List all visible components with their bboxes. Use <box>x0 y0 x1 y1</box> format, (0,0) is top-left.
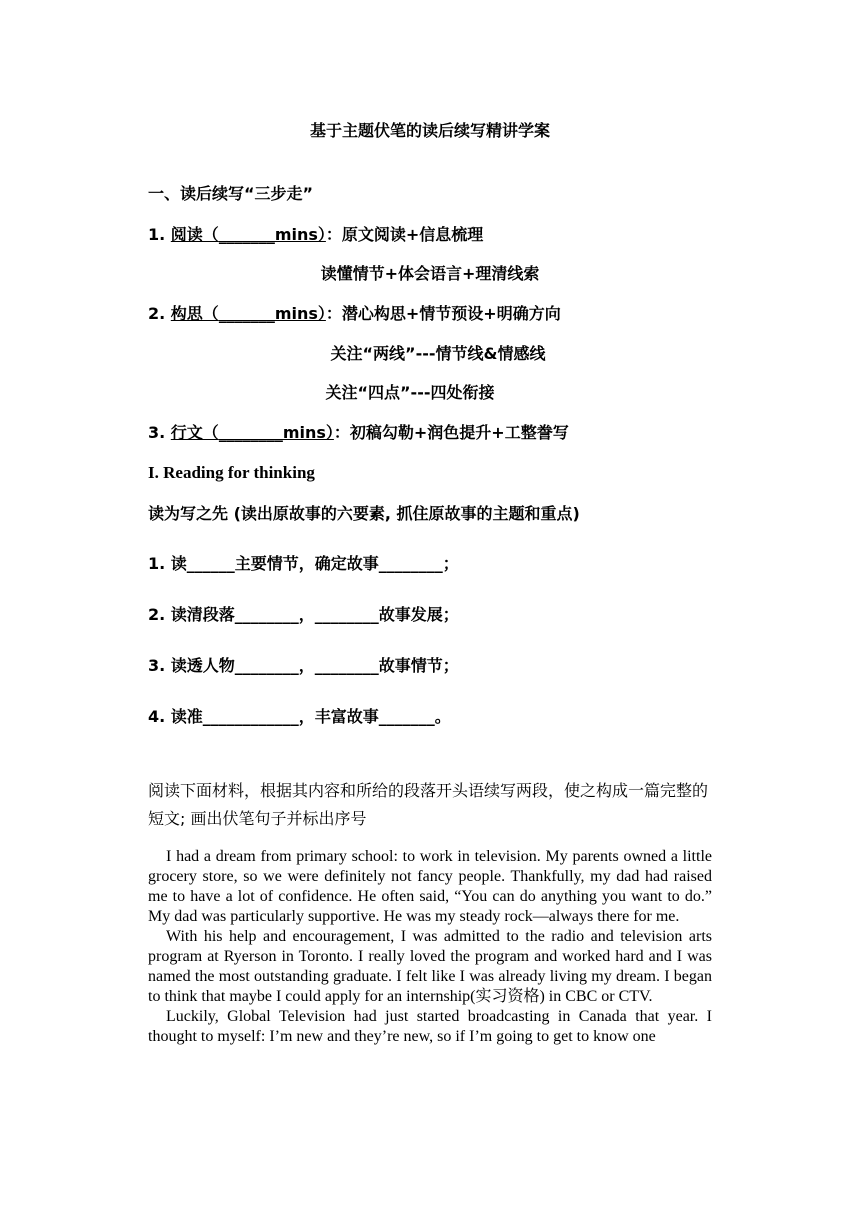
step-name: 阅读（ <box>170 225 219 244</box>
passage-paragraph: I had a dream from primary school: to work in television. My parents owned a little grocery store, so we were definitely not fancy people. Thankfully, my dad had raised me to have a lot of confidence. He often said, “You can do anything you want to do.” My dad was particularly supportive. He was my steady rock—always there for me. <box>148 848 712 925</box>
instruction-text: 阅读下面材料，根据其内容和所给的段落开头语续写两段，使之构成一篇完整的短文; 画出伏笔句子并标出序号 <box>148 781 709 828</box>
step-1-sub: 读懂情节+体会语言+理清线索 <box>320 264 540 283</box>
step-2-sub-a: 关注“两线”---情节线&情感线 <box>330 344 546 363</box>
step-number: 3. <box>148 423 166 442</box>
reading-item-2: 2. 读清段落________，________故事发展； <box>148 605 459 624</box>
step-desc: ：原文阅读+信息梳理 <box>325 225 484 244</box>
section-heading-three-steps: 一、读后续写“三步走” <box>148 184 314 203</box>
step-blank: _______mins） <box>218 225 326 244</box>
page-title: 基于主题伏笔的读后续写精讲学案 <box>309 121 550 140</box>
reading-item-4: 4. 读准____________，丰富故事_______。 <box>148 707 451 726</box>
step-3 <box>148 422 569 444</box>
step-desc: ：潜心构思+情节预设+明确方向 <box>325 304 561 323</box>
part1-subheading: 读为写之先 (读出原故事的六要素, 抓住原故事的主题和重点) <box>148 504 580 523</box>
step-number: 2. <box>148 304 166 323</box>
step-name: 行文（ <box>170 423 219 442</box>
step-number: 1. <box>148 225 166 244</box>
passage-paragraph: With his help and encouragement, I was admitted to the radio and television arts program at Ryerson in Toronto. I really loved the program and worked hard and I was named the most outstanding graduate. I felt like I was already living my dream. I began to think that maybe I could apply for an internship(实习资格) in CBC or CTV. <box>148 928 712 1005</box>
step-1 <box>148 224 483 246</box>
reading-passage <box>148 847 712 1047</box>
passage-paragraph: Luckily, Global Television had just started broadcasting in Canada that year. I thought to myself: I’m new and they’re new, so if I’m going to get to know one <box>148 1008 712 1045</box>
reading-item-3: 3. 读透人物________，________故事情节； <box>148 656 459 675</box>
step-blank: ________mins） <box>218 423 334 442</box>
part1-heading: I. Reading for thinking <box>148 463 315 482</box>
step-2-sub-b: 关注“四点”---四处衔接 <box>325 383 495 402</box>
step-name: 构思（ <box>170 304 219 323</box>
step-blank: _______mins） <box>218 304 326 323</box>
step-2 <box>148 303 561 325</box>
reading-item-1: 1. 读______主要情节，确定故事________； <box>148 554 459 573</box>
step-desc: ：初稿勾勒+润色提升+工整誊写 <box>333 423 569 442</box>
